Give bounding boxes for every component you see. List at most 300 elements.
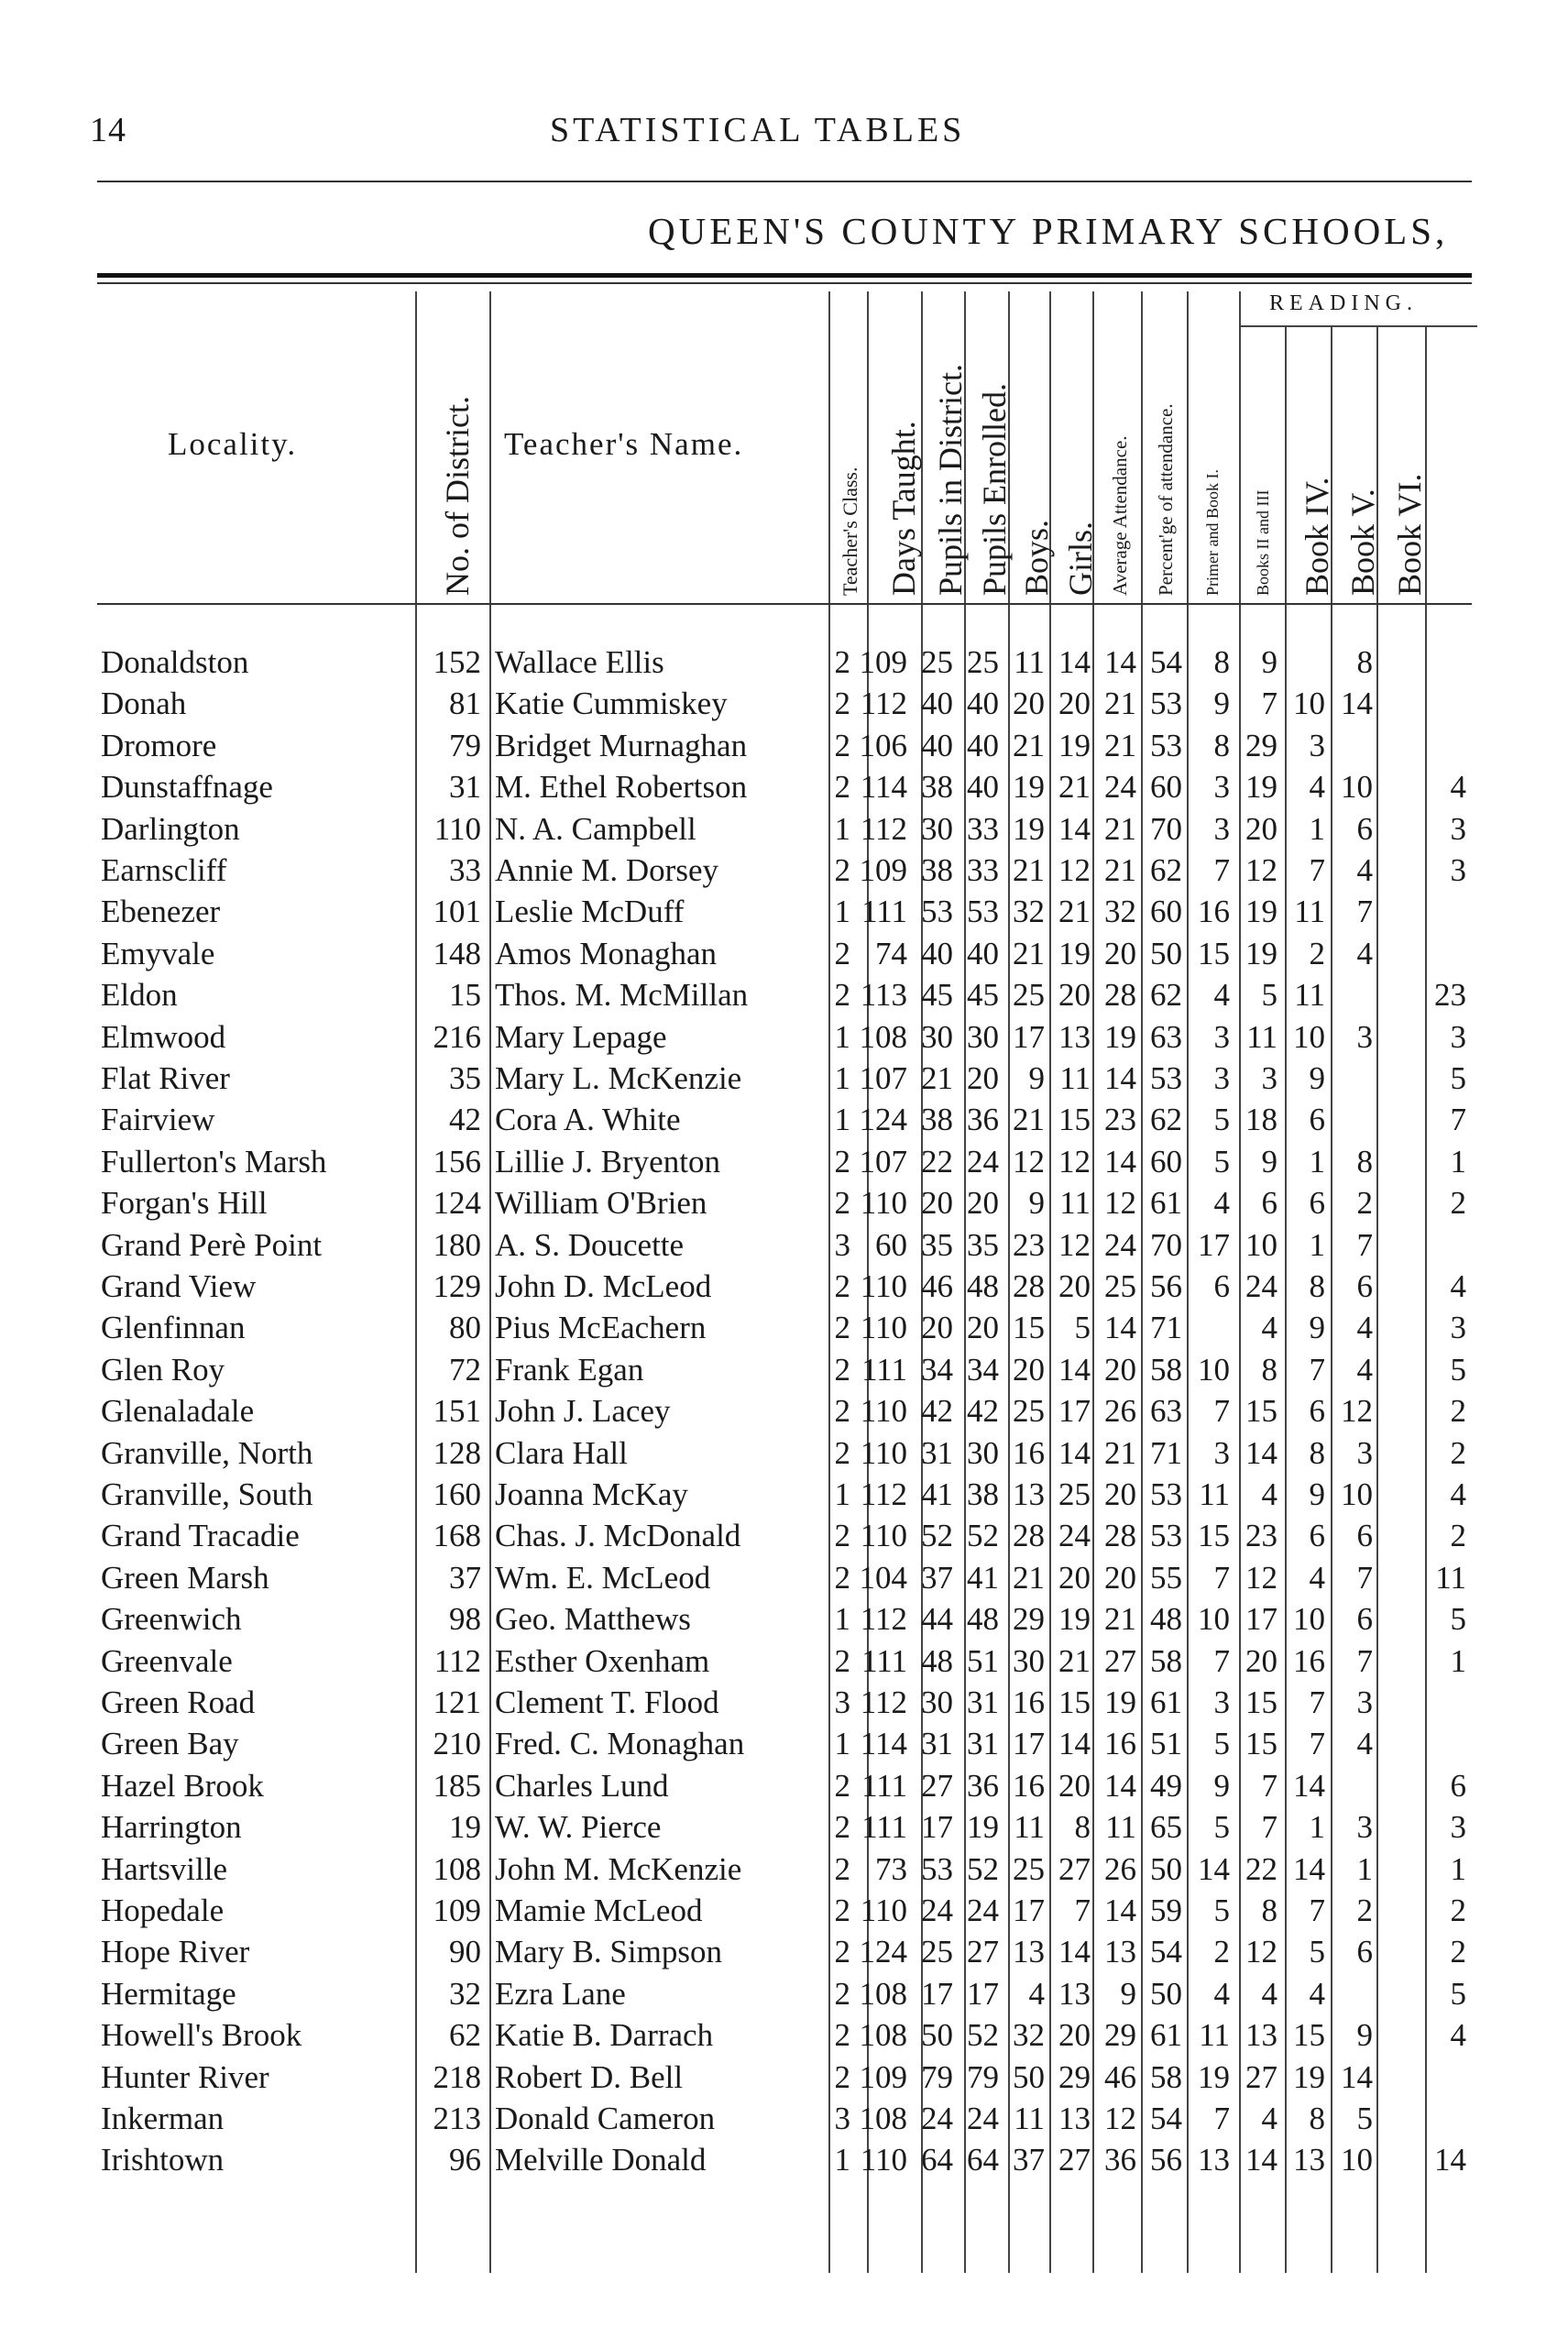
cell-g: 19 <box>1058 1601 1091 1638</box>
cell-no: 31 <box>449 769 481 806</box>
cell-g: 20 <box>1058 2017 1091 2054</box>
cell-r2: 6 <box>1261 1185 1277 1222</box>
cell-a: 21 <box>1104 1601 1136 1638</box>
cell-b: 25 <box>1013 977 1045 1014</box>
cell-b: 30 <box>1013 1642 1045 1679</box>
cell-cls: 2 <box>834 1185 850 1222</box>
cell-p: 53 <box>1150 727 1182 763</box>
cell-r5: 3 <box>1450 1809 1466 1846</box>
cell-no: 72 <box>449 1351 481 1388</box>
cell-no: 216 <box>433 1018 481 1055</box>
cell-r2: 24 <box>1245 1268 1277 1304</box>
cell-pd: 64 <box>921 2142 953 2178</box>
cell-b: 20 <box>1013 686 1045 722</box>
cell-p: 50 <box>1150 1975 1182 2012</box>
cell-teacher-name: Thos. M. McMillan <box>495 977 749 1014</box>
cell-a: 20 <box>1104 1476 1136 1512</box>
cell-pd: 17 <box>921 1809 953 1846</box>
cell-p: 62 <box>1150 977 1182 1014</box>
cell-cls: 2 <box>834 1310 850 1346</box>
cell-b: 50 <box>1013 2058 1045 2095</box>
table-row <box>0 1723 1568 1765</box>
cell-g: 14 <box>1058 1351 1091 1388</box>
cell-teacher-name: Frank Egan <box>495 1351 644 1388</box>
cell-locality: Flat River <box>101 1060 230 1096</box>
cell-a: 26 <box>1104 1393 1136 1430</box>
cell-b: 17 <box>1013 1893 1045 1928</box>
cell-p: 55 <box>1150 1559 1182 1596</box>
cell-no: 121 <box>433 1684 481 1720</box>
cell-r1: 3 <box>1213 810 1230 847</box>
table-row <box>0 642 1568 684</box>
cell-no: 79 <box>449 727 481 763</box>
cell-a: 25 <box>1104 1268 1136 1304</box>
cell-r5: 2 <box>1450 1185 1466 1222</box>
cell-pe: 48 <box>967 1601 999 1638</box>
cell-r2: 11 <box>1246 1018 1277 1055</box>
header-girls: Girls. <box>1062 521 1099 596</box>
cell-r2: 19 <box>1245 769 1277 806</box>
cell-pe: 64 <box>967 2142 999 2178</box>
cell-r1: 3 <box>1213 769 1230 806</box>
cell-r3: 7 <box>1309 852 1325 888</box>
cell-pd: 20 <box>921 1185 953 1222</box>
cell-days: 114 <box>860 769 907 806</box>
cell-pe: 24 <box>967 1143 999 1179</box>
cell-b: 21 <box>1013 727 1045 763</box>
cell-g: 11 <box>1059 1060 1091 1096</box>
cell-r3: 9 <box>1309 1310 1325 1346</box>
cell-p: 70 <box>1150 810 1182 847</box>
cell-r4: 4 <box>1356 1310 1373 1346</box>
cell-g: 24 <box>1058 1518 1091 1554</box>
cell-cls: 2 <box>834 1975 850 2012</box>
cell-days: 111 <box>861 1767 907 1804</box>
header-percent-attendance: Percent'ge of attendance. <box>1155 403 1177 596</box>
cell-pd: 44 <box>921 1601 953 1638</box>
header-locality: Locality. <box>168 426 298 462</box>
cell-r3: 15 <box>1293 2017 1325 2054</box>
cell-r5: 3 <box>1450 1310 1466 1346</box>
cell-r3: 11 <box>1294 977 1325 1014</box>
cell-no: 80 <box>449 1310 481 1346</box>
cell-pd: 40 <box>921 686 953 722</box>
cell-g: 13 <box>1058 1975 1091 2012</box>
cell-a: 14 <box>1104 1893 1136 1928</box>
cell-pe: 17 <box>967 1975 999 2012</box>
cell-r3: 1 <box>1309 1809 1325 1846</box>
header-average-attendance: Average Attendance. <box>1109 435 1131 596</box>
cell-pe: 53 <box>967 894 999 930</box>
cell-locality: Howell's Brook <box>101 2017 302 2054</box>
table-row <box>0 1099 1568 1141</box>
cell-no: 156 <box>433 1143 481 1179</box>
cell-b: 32 <box>1013 2017 1045 2054</box>
cell-teacher-name: Ezra Lane <box>495 1975 626 2012</box>
cell-r1: 6 <box>1213 1268 1230 1304</box>
cell-b: 11 <box>1014 644 1045 680</box>
cell-cls: 2 <box>834 852 850 888</box>
reading-rule <box>1239 325 1477 327</box>
cell-days: 112 <box>860 1476 907 1512</box>
cell-p: 54 <box>1150 2101 1182 2136</box>
cell-days: 113 <box>860 977 907 1014</box>
cell-r1: 10 <box>1198 1601 1230 1638</box>
cell-teacher-name: Mamie McLeod <box>495 1893 703 1928</box>
cell-pe: 27 <box>967 1934 999 1970</box>
cell-locality: Green Road <box>101 1684 256 1720</box>
cell-r3: 6 <box>1309 1102 1325 1138</box>
cell-teacher-name: Fred. C. Monaghan <box>495 1726 745 1762</box>
cell-r3: 6 <box>1309 1393 1325 1430</box>
cell-cls: 2 <box>834 769 850 806</box>
cell-pd: 46 <box>921 1268 953 1304</box>
cell-no: 90 <box>449 1934 481 1970</box>
cell-r2: 14 <box>1245 2142 1277 2178</box>
cell-p: 51 <box>1150 1726 1182 1762</box>
cell-teacher-name: Donald Cameron <box>495 2101 716 2136</box>
cell-pd: 34 <box>921 1351 953 1388</box>
cell-b: 21 <box>1013 1559 1045 1596</box>
cell-b: 28 <box>1013 1268 1045 1304</box>
cell-p: 53 <box>1150 1476 1182 1512</box>
cell-pe: 34 <box>967 1351 999 1388</box>
cell-pd: 30 <box>921 1684 953 1720</box>
cell-cls: 1 <box>834 1060 850 1096</box>
cell-a: 16 <box>1104 1726 1136 1762</box>
cell-r4: 6 <box>1356 1268 1373 1304</box>
cell-r4: 4 <box>1356 935 1373 971</box>
cell-pe: 38 <box>967 1476 999 1512</box>
cell-pe: 24 <box>967 2101 999 2136</box>
cell-p: 62 <box>1150 1102 1182 1138</box>
table-row <box>0 974 1568 1016</box>
table-row <box>0 1931 1568 1973</box>
cell-a: 23 <box>1104 1102 1136 1138</box>
cell-days: 110 <box>860 1310 907 1346</box>
cell-r3: 14 <box>1293 1767 1325 1804</box>
cell-pe: 48 <box>967 1268 999 1304</box>
cell-r1: 5 <box>1213 1726 1230 1762</box>
cell-p: 58 <box>1150 2058 1182 2095</box>
table-row <box>0 1682 1568 1724</box>
cell-r1: 7 <box>1213 1393 1230 1430</box>
cell-a: 21 <box>1104 727 1136 763</box>
header-bottom-rule <box>97 603 1472 605</box>
cell-g: 14 <box>1058 1434 1091 1471</box>
table-row <box>0 1307 1568 1349</box>
cell-a: 13 <box>1104 1934 1136 1970</box>
table-top-rule-thin <box>97 282 1472 284</box>
cell-a: 21 <box>1104 686 1136 722</box>
cell-r1: 10 <box>1198 1351 1230 1388</box>
cell-r5: 5 <box>1450 1060 1466 1096</box>
cell-a: 26 <box>1104 1850 1136 1887</box>
cell-g: 13 <box>1058 1018 1091 1055</box>
cell-pd: 79 <box>921 2058 953 2095</box>
cell-r2: 19 <box>1245 894 1277 930</box>
cell-r2: 14 <box>1245 1434 1277 1471</box>
cell-locality: Dunstaffnage <box>101 769 273 806</box>
cell-cls: 1 <box>834 810 850 847</box>
cell-g: 25 <box>1058 1476 1091 1512</box>
cell-r2: 4 <box>1261 1975 1277 2012</box>
cell-teacher-name: Mary L. McKenzie <box>495 1060 742 1096</box>
cell-r4: 7 <box>1356 1226 1373 1263</box>
cell-pd: 22 <box>921 1143 953 1179</box>
cell-r4: 8 <box>1356 644 1373 680</box>
cell-teacher-name: Melville Donald <box>495 2142 707 2178</box>
table-row <box>0 683 1568 725</box>
cell-pe: 19 <box>967 1809 999 1846</box>
table-row <box>0 2057 1568 2099</box>
cell-days: 109 <box>859 644 907 680</box>
cell-teacher-name: Mary Lepage <box>495 1018 667 1055</box>
cell-r4: 8 <box>1356 1143 1373 1179</box>
cell-r1: 19 <box>1198 2058 1230 2095</box>
cell-locality: Donah <box>101 686 187 722</box>
cell-r3: 1 <box>1309 1143 1325 1179</box>
cell-days: 108 <box>859 1975 907 2012</box>
cell-r2: 9 <box>1261 1143 1277 1179</box>
cell-g: 11 <box>1059 1185 1091 1222</box>
cell-p: 61 <box>1150 1684 1182 1720</box>
table-row <box>0 1058 1568 1100</box>
table-row <box>0 1557 1568 1599</box>
cell-p: 60 <box>1150 894 1182 930</box>
cell-pe: 36 <box>967 1767 999 1804</box>
cell-r4: 6 <box>1356 810 1373 847</box>
cell-pd: 48 <box>921 1642 953 1679</box>
cell-r4: 7 <box>1356 1559 1373 1596</box>
cell-r2: 19 <box>1245 935 1277 971</box>
cell-r2: 5 <box>1261 977 1277 1014</box>
cell-r2: 29 <box>1245 727 1277 763</box>
cell-days: 124 <box>859 1102 907 1138</box>
cell-locality: Ebenezer <box>101 894 221 930</box>
cell-g: 7 <box>1074 1893 1091 1928</box>
cell-pe: 45 <box>967 977 999 1014</box>
header-teacher-name: Teacher's Name. <box>504 426 744 462</box>
header-book-5: Book V. <box>1344 488 1381 596</box>
cell-r2: 15 <box>1245 1393 1277 1430</box>
cell-g: 20 <box>1058 686 1091 722</box>
cell-teacher-name: M. Ethel Robertson <box>495 769 748 806</box>
cell-teacher-name: William O'Brien <box>495 1185 707 1222</box>
cell-p: 53 <box>1150 686 1182 722</box>
cell-teacher-name: A. S. Doucette <box>495 1226 685 1263</box>
cell-days: 110 <box>860 1185 907 1222</box>
cell-locality: Emyvale <box>101 935 215 971</box>
cell-cls: 2 <box>834 1767 850 1804</box>
cell-a: 46 <box>1104 2058 1136 2095</box>
cell-pd: 31 <box>921 1434 953 1471</box>
cell-b: 9 <box>1028 1185 1045 1222</box>
cell-p: 54 <box>1150 644 1182 680</box>
cell-b: 29 <box>1013 1601 1045 1638</box>
cell-locality: Eldon <box>101 977 178 1014</box>
cell-r5: 6 <box>1450 1767 1466 1804</box>
cell-r5: 1 <box>1450 1850 1466 1887</box>
cell-pd: 25 <box>921 1934 953 1970</box>
cell-g: 19 <box>1058 935 1091 971</box>
cell-a: 12 <box>1104 2101 1136 2136</box>
cell-r5: 1 <box>1450 1642 1466 1679</box>
cell-a: 14 <box>1104 1767 1136 1804</box>
cell-cls: 2 <box>834 1934 850 1970</box>
cell-r3: 1 <box>1309 810 1325 847</box>
cell-r4: 5 <box>1356 2101 1373 2136</box>
cell-locality: Fullerton's Marsh <box>101 1143 327 1179</box>
cell-r3: 9 <box>1309 1060 1325 1096</box>
cell-teacher-name: Charles Lund <box>495 1767 669 1804</box>
cell-pd: 27 <box>921 1767 953 1804</box>
cell-no: 185 <box>433 1767 481 1804</box>
table-title: QUEEN'S COUNTY PRIMARY SCHOOLS, <box>648 210 1449 252</box>
cell-r1: 9 <box>1213 1767 1230 1804</box>
header-teacher-class: Teacher's Class. <box>839 466 861 596</box>
cell-r4: 2 <box>1356 1893 1373 1928</box>
cell-no: 42 <box>449 1102 481 1138</box>
cell-no: 37 <box>449 1559 481 1596</box>
cell-g: 15 <box>1058 1684 1091 1720</box>
cell-b: 17 <box>1013 1726 1045 1762</box>
cell-r4: 6 <box>1356 1518 1373 1554</box>
cell-cls: 2 <box>834 644 850 680</box>
cell-b: 20 <box>1013 1351 1045 1388</box>
cell-b: 9 <box>1028 1060 1045 1096</box>
cell-teacher-name: John D. McLeod <box>495 1268 712 1304</box>
cell-teacher-name: John M. McKenzie <box>495 1850 742 1887</box>
cell-r5: 2 <box>1450 1434 1466 1471</box>
header-primer-book-1: Primer and Book I. <box>1203 469 1222 596</box>
cell-b: 13 <box>1013 1476 1045 1512</box>
cell-days: 110 <box>860 1434 907 1471</box>
cell-r3: 7 <box>1309 1726 1325 1762</box>
header-days-taught: Days Taught. <box>885 421 922 596</box>
cell-teacher-name: Clara Hall <box>495 1434 628 1471</box>
cell-pe: 33 <box>967 810 999 847</box>
cell-r3: 1 <box>1309 1226 1325 1263</box>
cell-teacher-name: Katie B. Darrach <box>495 2017 714 2054</box>
header-district-no: No. of District. <box>439 396 476 596</box>
cell-no: 98 <box>449 1601 481 1638</box>
cell-r1: 8 <box>1213 644 1230 680</box>
cell-days: 107 <box>859 1143 907 1179</box>
cell-locality: Darlington <box>101 810 240 847</box>
cell-teacher-name: Mary B. Simpson <box>495 1934 722 1970</box>
cell-a: 29 <box>1104 2017 1136 2054</box>
cell-r3: 9 <box>1309 1476 1325 1512</box>
cell-r1: 16 <box>1198 894 1230 930</box>
cell-a: 20 <box>1104 1559 1136 1596</box>
cell-teacher-name: Robert D. Bell <box>495 2058 684 2095</box>
cell-b: 12 <box>1013 1143 1045 1179</box>
cell-r4: 3 <box>1356 1434 1373 1471</box>
cell-days: 109 <box>859 852 907 888</box>
cell-r2: 15 <box>1245 1684 1277 1720</box>
cell-locality: Elmwood <box>101 1018 226 1055</box>
cell-r5: 7 <box>1450 1102 1466 1138</box>
cell-r2: 12 <box>1245 852 1277 888</box>
cell-pe: 40 <box>967 769 999 806</box>
cell-a: 20 <box>1104 935 1136 971</box>
cell-r5: 4 <box>1450 1268 1466 1304</box>
table-row <box>0 1598 1568 1640</box>
cell-b: 32 <box>1013 894 1045 930</box>
cell-p: 71 <box>1150 1434 1182 1471</box>
cell-r3: 8 <box>1309 1268 1325 1304</box>
table-row <box>0 725 1568 767</box>
cell-no: 32 <box>449 1975 481 2012</box>
cell-r5: 3 <box>1450 852 1466 888</box>
cell-r3: 4 <box>1309 769 1325 806</box>
cell-r5: 5 <box>1450 1601 1466 1638</box>
cell-cls: 2 <box>834 977 850 1014</box>
cell-r1: 3 <box>1213 1434 1230 1471</box>
cell-g: 20 <box>1058 1559 1091 1596</box>
cell-a: 32 <box>1104 894 1136 930</box>
cell-r4: 9 <box>1356 2017 1373 2054</box>
cell-r1: 9 <box>1213 686 1230 722</box>
running-header: STATISTICAL TABLES <box>550 111 966 149</box>
cell-pd: 30 <box>921 810 953 847</box>
cell-cls: 2 <box>834 1642 850 1679</box>
cell-no: 81 <box>449 686 481 722</box>
page-number: 14 <box>90 111 126 149</box>
cell-r2: 7 <box>1261 1767 1277 1804</box>
cell-locality: Granville, North <box>101 1434 313 1471</box>
cell-days: 104 <box>859 1559 907 1596</box>
table-row <box>0 1640 1568 1683</box>
cell-r5: 11 <box>1435 1559 1466 1596</box>
cell-p: 53 <box>1150 1060 1182 1096</box>
cell-pe: 40 <box>967 686 999 722</box>
cell-r2: 20 <box>1245 1642 1277 1679</box>
cell-pd: 45 <box>921 977 953 1014</box>
cell-no: 110 <box>433 810 481 847</box>
cell-pe: 36 <box>967 1102 999 1138</box>
cell-a: 19 <box>1104 1684 1136 1720</box>
cell-p: 56 <box>1150 1268 1182 1304</box>
cell-b: 23 <box>1013 1226 1045 1263</box>
cell-r1: 7 <box>1213 852 1230 888</box>
cell-locality: Greenwich <box>101 1601 242 1638</box>
cell-cls: 3 <box>834 2101 850 2136</box>
cell-days: 110 <box>860 1518 907 1554</box>
cell-no: 109 <box>433 1893 481 1928</box>
cell-pd: 40 <box>921 935 953 971</box>
cell-p: 62 <box>1150 852 1182 888</box>
cell-g: 20 <box>1058 977 1091 1014</box>
cell-teacher-name: Wm. E. McLeod <box>495 1559 711 1596</box>
cell-p: 48 <box>1150 1601 1182 1638</box>
cell-r5: 3 <box>1450 810 1466 847</box>
cell-pd: 20 <box>921 1310 953 1346</box>
cell-locality: Glenfinnan <box>101 1310 246 1346</box>
cell-r3: 7 <box>1309 1893 1325 1928</box>
cell-cls: 1 <box>834 1102 850 1138</box>
cell-p: 58 <box>1150 1642 1182 1679</box>
table-row <box>0 1806 1568 1849</box>
cell-r5: 5 <box>1450 1351 1466 1388</box>
cell-r3: 8 <box>1309 1434 1325 1471</box>
table-top-rule <box>97 273 1472 278</box>
cell-r4: 4 <box>1356 852 1373 888</box>
cell-p: 65 <box>1150 1809 1182 1846</box>
cell-p: 60 <box>1150 1143 1182 1179</box>
cell-r1: 11 <box>1199 2017 1230 2054</box>
